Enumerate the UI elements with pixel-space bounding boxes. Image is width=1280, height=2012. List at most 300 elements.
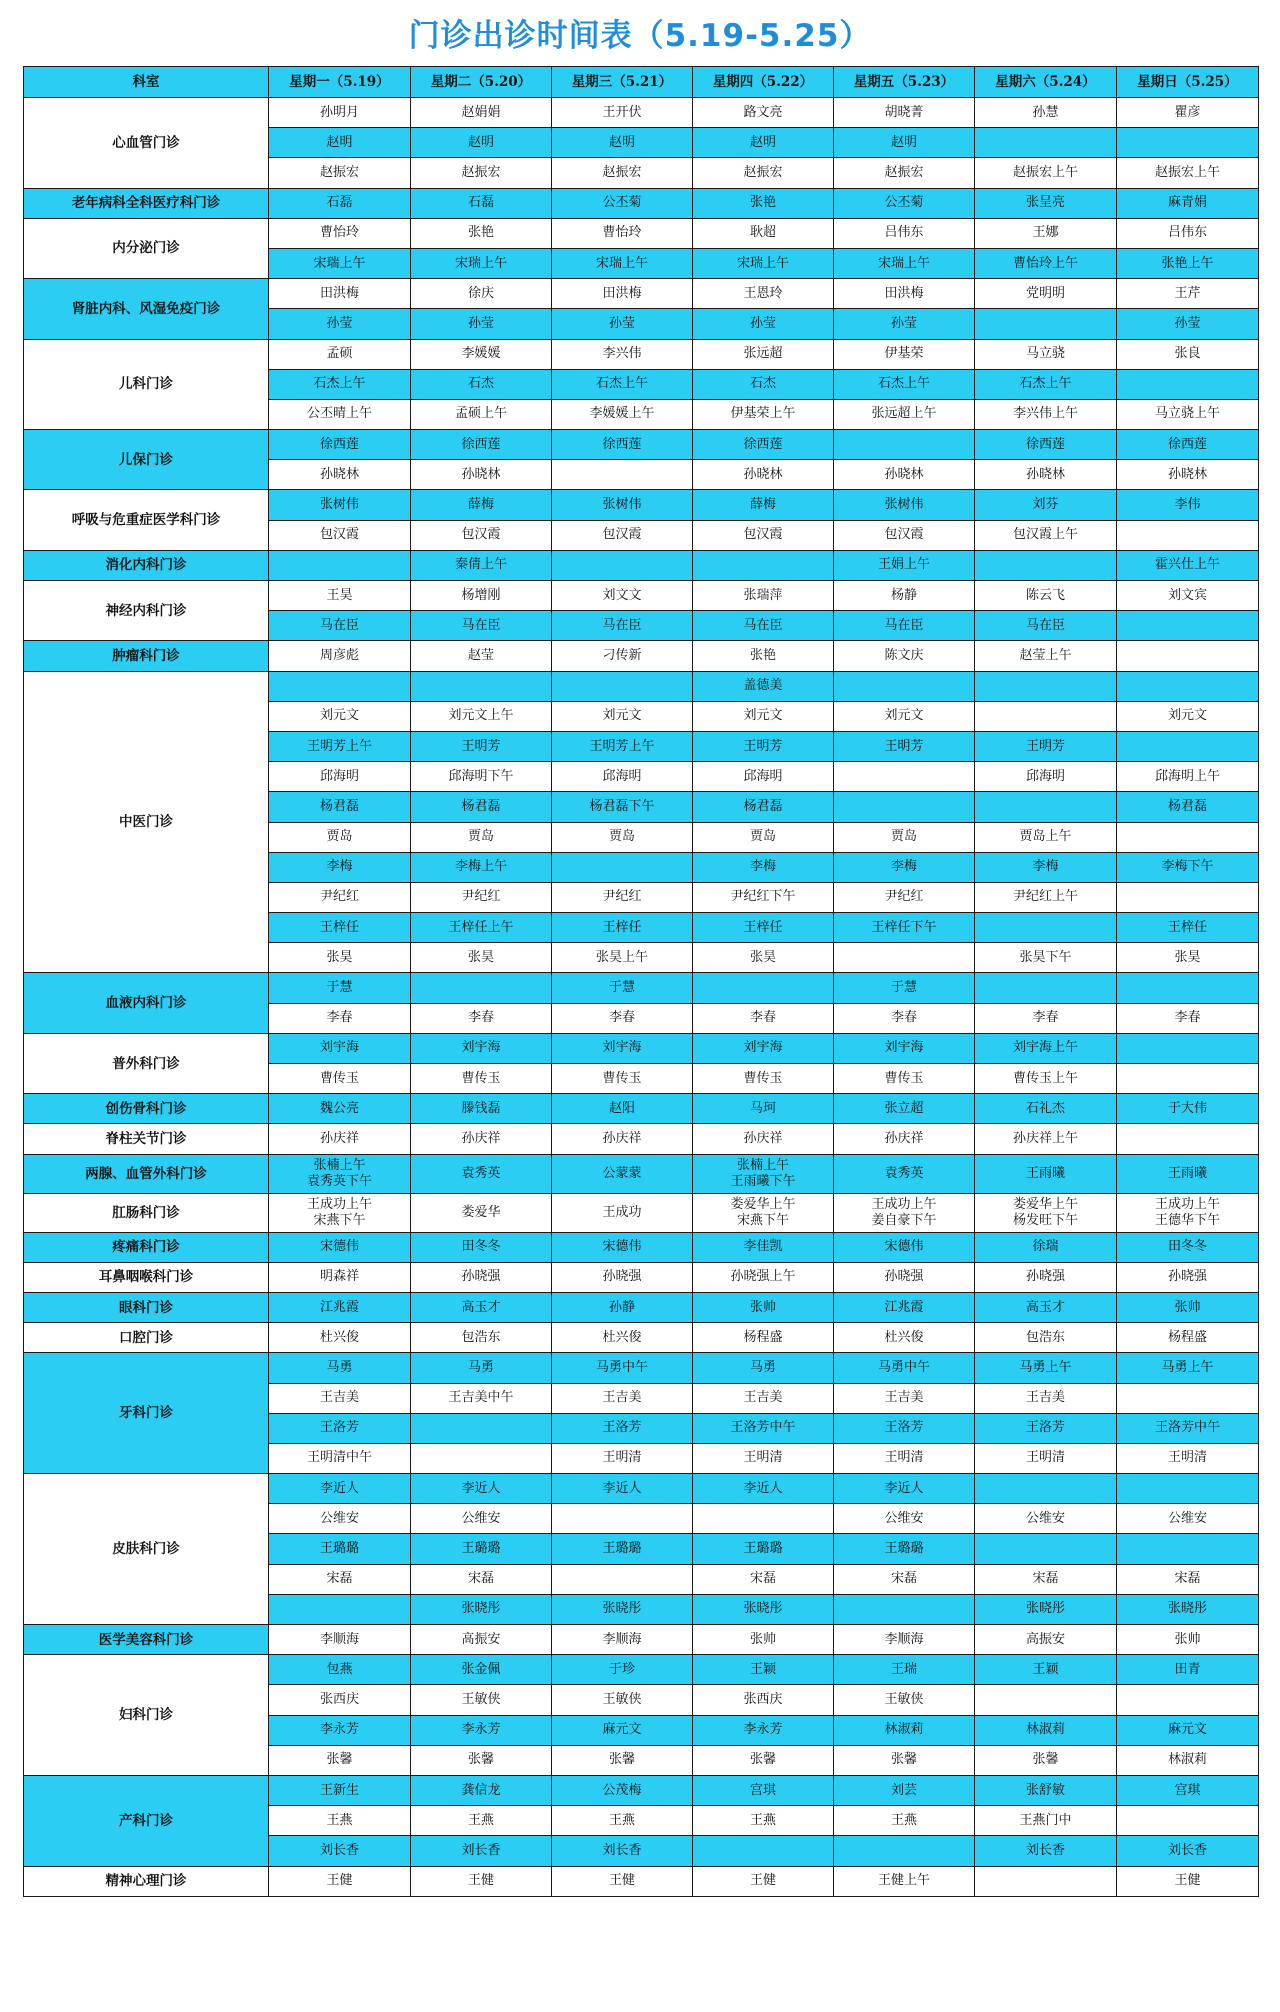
schedule-cell xyxy=(552,852,693,882)
schedule-cell: 贾岛上午 xyxy=(975,822,1117,852)
table-row xyxy=(24,1353,1259,1383)
schedule-cell: 石杰上午 xyxy=(834,369,975,399)
table-row xyxy=(24,641,1259,671)
schedule-cell: 张晓彤 xyxy=(975,1594,1117,1624)
schedule-cell: 包汉霞 xyxy=(552,520,693,550)
schedule-cell xyxy=(975,550,1117,580)
schedule-cell: 石杰上午 xyxy=(975,369,1117,399)
schedule-cell: 马在臣 xyxy=(693,611,834,641)
schedule-cell: 刘宇海 xyxy=(552,1033,693,1063)
schedule-cell xyxy=(1117,1124,1259,1154)
schedule-cell: 王璐璐 xyxy=(552,1534,693,1564)
schedule-cell: 王健上午 xyxy=(834,1866,975,1896)
schedule-cell-line: 袁秀英下午 xyxy=(306,1173,372,1189)
schedule-cell: 张金佩 xyxy=(411,1655,552,1685)
schedule-cell: 高玉才 xyxy=(411,1292,552,1322)
schedule-cell: 张树伟 xyxy=(834,490,975,520)
schedule-cell: 赵莹上午 xyxy=(975,641,1117,671)
schedule-cell: 李梅 xyxy=(834,852,975,882)
schedule-cell: 王明芳上午 xyxy=(552,731,693,761)
schedule-cell: 胡晓菁 xyxy=(834,98,975,128)
header-wed: 星期三（5.21） xyxy=(552,67,693,98)
schedule-cell xyxy=(693,1154,834,1193)
schedule-cell: 尹纪红 xyxy=(552,882,693,912)
schedule-cell: 孙庆祥 xyxy=(552,1124,693,1154)
schedule-cell: 田青 xyxy=(1117,1655,1259,1685)
schedule-cell: 刘元文 xyxy=(552,701,693,731)
schedule-cell: 杨君磊下午 xyxy=(552,792,693,822)
schedule-cell: 张馨 xyxy=(269,1745,411,1775)
schedule-cell: 赵振宏 xyxy=(411,158,552,188)
schedule-cell: 刘元文上午 xyxy=(411,701,552,731)
schedule-cell: 张艳 xyxy=(693,641,834,671)
schedule-cell: 邱海明 xyxy=(975,762,1117,792)
schedule-cell: 高振安 xyxy=(411,1625,552,1655)
schedule-cell: 高振安 xyxy=(975,1625,1117,1655)
schedule-cell xyxy=(269,671,411,701)
table-row xyxy=(24,1033,1259,1063)
schedule-cell: 石礼杰 xyxy=(975,1094,1117,1124)
schedule-cell: 赵振宏 xyxy=(269,158,411,188)
schedule-cell: 王吉美 xyxy=(552,1383,693,1413)
department-name: 牙科门诊 xyxy=(24,1353,269,1474)
schedule-cell: 张晓彤 xyxy=(693,1594,834,1624)
schedule-cell: 张馨 xyxy=(411,1745,552,1775)
schedule-cell: 包汉霞 xyxy=(834,520,975,550)
schedule-cell: 贾岛 xyxy=(411,822,552,852)
schedule-cell: 杜兴俊 xyxy=(552,1323,693,1353)
schedule-cell xyxy=(1117,369,1259,399)
schedule-cell: 包汉霞上午 xyxy=(975,520,1117,550)
schedule-cell-line: 宋燕下午 xyxy=(313,1212,366,1228)
schedule-cell-line: 王成功上午 xyxy=(306,1196,372,1212)
schedule-cell: 曹传玉 xyxy=(834,1064,975,1094)
table-row xyxy=(24,550,1259,580)
table-row xyxy=(24,1323,1259,1353)
schedule-cell xyxy=(975,1474,1117,1504)
schedule-cell: 贾岛 xyxy=(834,822,975,852)
schedule-cell: 王明芳 xyxy=(411,731,552,761)
schedule-cell: 王明清 xyxy=(1117,1443,1259,1473)
schedule-cell: 石杰 xyxy=(411,369,552,399)
schedule-cell: 张晓彤 xyxy=(411,1594,552,1624)
schedule-cell: 孙莹 xyxy=(834,309,975,339)
schedule-cell: 刘元文 xyxy=(693,701,834,731)
schedule-cell xyxy=(269,1193,411,1232)
schedule-cell: 李近人 xyxy=(269,1474,411,1504)
schedule-cell: 田冬冬 xyxy=(1117,1232,1259,1262)
table-row xyxy=(24,1866,1259,1896)
schedule-cell: 孙静 xyxy=(552,1292,693,1322)
schedule-cell: 张艳上午 xyxy=(1117,248,1259,278)
table-row xyxy=(24,1094,1259,1124)
schedule-cell: 马在臣 xyxy=(411,611,552,641)
schedule-cell: 尹纪红下午 xyxy=(693,882,834,912)
schedule-cell xyxy=(1117,520,1259,550)
schedule-cell: 孙晓强 xyxy=(834,1262,975,1292)
schedule-cell: 徐西莲 xyxy=(693,430,834,460)
schedule-cell xyxy=(975,1685,1117,1715)
schedule-cell xyxy=(834,1193,975,1232)
schedule-cell-line: 王雨曦下午 xyxy=(730,1173,796,1189)
schedule-cell: 王璐璐 xyxy=(834,1534,975,1564)
schedule-cell: 宋瑞上午 xyxy=(269,248,411,278)
schedule-cell: 张馨 xyxy=(975,1745,1117,1775)
schedule-cell: 马勇中午 xyxy=(834,1353,975,1383)
table-row xyxy=(24,1262,1259,1292)
department-name: 创伤骨科门诊 xyxy=(24,1094,269,1124)
department-name: 肿瘤科门诊 xyxy=(24,641,269,671)
table-row xyxy=(24,581,1259,611)
schedule-cell: 李兴伟上午 xyxy=(975,399,1117,429)
schedule-cell xyxy=(834,430,975,460)
schedule-cell: 李近人 xyxy=(693,1474,834,1504)
schedule-cell xyxy=(975,973,1117,1003)
schedule-cell: 王洛芳中午 xyxy=(1117,1413,1259,1443)
schedule-cell: 王吉美 xyxy=(269,1383,411,1413)
schedule-cell xyxy=(552,671,693,701)
table-row xyxy=(24,98,1259,128)
schedule-cell: 王吉美 xyxy=(693,1383,834,1413)
department-name: 神经内科门诊 xyxy=(24,581,269,641)
schedule-cell: 于慧 xyxy=(834,973,975,1003)
schedule-cell-line: 张楠上午 xyxy=(736,1157,789,1173)
schedule-cell: 王恩玲 xyxy=(693,279,834,309)
schedule-cell xyxy=(975,792,1117,822)
schedule-cell: 孙晓强 xyxy=(411,1262,552,1292)
schedule-cell: 尹纪红 xyxy=(411,882,552,912)
schedule-cell: 张帅 xyxy=(1117,1625,1259,1655)
schedule-cell: 秦倩上午 xyxy=(411,550,552,580)
table-row xyxy=(24,1193,1259,1232)
schedule-cell xyxy=(975,1193,1117,1232)
schedule-cell: 瞿彦 xyxy=(1117,98,1259,128)
schedule-cell: 马在臣 xyxy=(975,611,1117,641)
header-sun: 星期日（5.25） xyxy=(1117,67,1259,98)
schedule-cell: 王明清 xyxy=(552,1443,693,1473)
schedule-cell: 孙晓强 xyxy=(552,1262,693,1292)
schedule-cell: 杨君磊 xyxy=(411,792,552,822)
schedule-cell: 宋磊 xyxy=(411,1564,552,1594)
schedule-cell xyxy=(1117,882,1259,912)
schedule-cell: 张昊上午 xyxy=(552,943,693,973)
schedule-cell: 贾岛 xyxy=(693,822,834,852)
schedule-cell: 刘元文 xyxy=(834,701,975,731)
schedule-cell: 徐西莲 xyxy=(1117,430,1259,460)
schedule-cell: 张馨 xyxy=(552,1745,693,1775)
schedule-cell: 张昊 xyxy=(1117,943,1259,973)
department-name: 精神心理门诊 xyxy=(24,1866,269,1896)
schedule-cell: 包汉霞 xyxy=(411,520,552,550)
schedule-cell: 王璐璐 xyxy=(269,1534,411,1564)
schedule-cell: 杨君磊 xyxy=(269,792,411,822)
table-row xyxy=(24,339,1259,369)
schedule-cell xyxy=(834,792,975,822)
schedule-cell: 赵振宏 xyxy=(834,158,975,188)
schedule-cell: 王芹 xyxy=(1117,279,1259,309)
schedule-cell: 李近人 xyxy=(411,1474,552,1504)
schedule-cell: 王洛芳中午 xyxy=(693,1413,834,1443)
schedule-cell: 孙慧 xyxy=(975,98,1117,128)
schedule-cell: 周彦彪 xyxy=(269,641,411,671)
schedule-cell: 刘宇海 xyxy=(834,1033,975,1063)
schedule-cell: 刘宇海 xyxy=(269,1033,411,1063)
schedule-cell: 王瑞 xyxy=(834,1655,975,1685)
schedule-cell: 高玉才 xyxy=(975,1292,1117,1322)
schedule-cell: 张昊 xyxy=(269,943,411,973)
schedule-cell: 杨静 xyxy=(834,581,975,611)
schedule-cell: 宋磊 xyxy=(693,1564,834,1594)
schedule-cell: 石杰上午 xyxy=(269,369,411,399)
schedule-cell: 石杰 xyxy=(693,369,834,399)
schedule-cell: 田洪梅 xyxy=(834,279,975,309)
schedule-cell: 李顺海 xyxy=(552,1625,693,1655)
table-row xyxy=(24,1474,1259,1504)
schedule-cell: 孙晓强 xyxy=(975,1262,1117,1292)
schedule-cell: 宋磊 xyxy=(975,1564,1117,1594)
schedule-cell: 袁秀英 xyxy=(411,1154,552,1193)
schedule-cell: 宋瑞上午 xyxy=(834,248,975,278)
schedule-cell: 王梓任上午 xyxy=(411,913,552,943)
schedule-cell: 王颖 xyxy=(975,1655,1117,1685)
schedule-cell: 李春 xyxy=(552,1003,693,1033)
schedule-cell: 杨君磊 xyxy=(1117,792,1259,822)
schedule-cell: 马勇中午 xyxy=(552,1353,693,1383)
schedule-cell: 孙莹 xyxy=(1117,309,1259,339)
schedule-cell: 王燕 xyxy=(552,1806,693,1836)
schedule-cell: 孙庆祥 xyxy=(834,1124,975,1154)
schedule-cell: 马立骁 xyxy=(975,339,1117,369)
schedule-cell: 刘文文 xyxy=(552,581,693,611)
schedule-cell: 王洛芳 xyxy=(975,1413,1117,1443)
schedule-cell: 江兆霞 xyxy=(834,1292,975,1322)
table-row xyxy=(24,1232,1259,1262)
schedule-cell: 王明芳上午 xyxy=(269,731,411,761)
schedule-cell: 尹纪红上午 xyxy=(975,882,1117,912)
department-name: 妇科门诊 xyxy=(24,1655,269,1776)
schedule-cell: 公丕菊 xyxy=(834,188,975,218)
department-name: 医学美容科门诊 xyxy=(24,1625,269,1655)
schedule-cell: 马勇上午 xyxy=(1117,1353,1259,1383)
schedule-cell: 于慧 xyxy=(552,973,693,1003)
schedule-cell: 赵明 xyxy=(411,128,552,158)
schedule-cell: 包燕 xyxy=(269,1655,411,1685)
schedule-cell: 包浩东 xyxy=(975,1323,1117,1353)
department-name: 内分泌门诊 xyxy=(24,218,269,278)
schedule-cell: 杜兴俊 xyxy=(269,1323,411,1353)
department-name: 中医门诊 xyxy=(24,671,269,973)
schedule-cell: 徐西莲 xyxy=(411,430,552,460)
schedule-cell-line: 王成功上午 xyxy=(871,1196,937,1212)
schedule-cell: 公维安 xyxy=(411,1504,552,1534)
schedule-cell: 徐西莲 xyxy=(552,430,693,460)
schedule-cell xyxy=(1117,1806,1259,1836)
schedule-cell xyxy=(1117,1383,1259,1413)
schedule-cell xyxy=(411,973,552,1003)
schedule-cell: 邱海明 xyxy=(693,762,834,792)
schedule-cell: 张帅 xyxy=(693,1292,834,1322)
schedule-cell: 江兆霞 xyxy=(269,1292,411,1322)
schedule-cell: 邱海明上午 xyxy=(1117,762,1259,792)
schedule-cell: 包汉霞 xyxy=(269,520,411,550)
schedule-cell: 石杰上午 xyxy=(552,369,693,399)
schedule-cell: 王颖 xyxy=(693,1655,834,1685)
schedule-cell: 杨程盛 xyxy=(1117,1323,1259,1353)
schedule-cell: 曹传玉 xyxy=(269,1064,411,1094)
schedule-cell: 李春 xyxy=(269,1003,411,1033)
schedule-cell xyxy=(269,1594,411,1624)
schedule-cell: 曹怡玲 xyxy=(269,218,411,248)
schedule-cell: 张帅 xyxy=(693,1625,834,1655)
schedule-cell: 龚信龙 xyxy=(411,1775,552,1805)
schedule-cell-line: 娄爱华上午 xyxy=(730,1196,796,1212)
schedule-cell xyxy=(693,1836,834,1866)
schedule-cell: 宋磊 xyxy=(1117,1564,1259,1594)
schedule-cell xyxy=(411,671,552,701)
schedule-cell: 伊基荣 xyxy=(834,339,975,369)
schedule-cell: 徐瑞 xyxy=(975,1232,1117,1262)
schedule-cell: 张晓彤 xyxy=(1117,1594,1259,1624)
schedule-cell: 王璐璐 xyxy=(411,1534,552,1564)
schedule-cell: 孙晓林 xyxy=(975,460,1117,490)
schedule-cell: 刘宇海上午 xyxy=(975,1033,1117,1063)
table-row xyxy=(24,973,1259,1003)
department-name: 老年病科全科医疗科门诊 xyxy=(24,188,269,218)
schedule-cell-line: 王成功上午 xyxy=(1154,1196,1220,1212)
schedule-cell: 明森祥 xyxy=(269,1262,411,1292)
schedule-cell: 王燕 xyxy=(269,1806,411,1836)
department-name: 产科门诊 xyxy=(24,1775,269,1866)
schedule-cell: 于慧 xyxy=(269,973,411,1003)
schedule-cell: 孙庆祥 xyxy=(269,1124,411,1154)
table-row xyxy=(24,218,1259,248)
table-row xyxy=(24,1124,1259,1154)
schedule-cell: 李春 xyxy=(693,1003,834,1033)
department-name: 消化内科门诊 xyxy=(24,550,269,580)
schedule-cell: 王洛芳 xyxy=(834,1413,975,1443)
schedule-cell: 魏公亮 xyxy=(269,1094,411,1124)
schedule-cell xyxy=(411,1443,552,1473)
schedule-cell: 曹怡玲上午 xyxy=(975,248,1117,278)
schedule-cell: 杜兴俊 xyxy=(834,1323,975,1353)
schedule-cell xyxy=(834,762,975,792)
schedule-cell: 张昊下午 xyxy=(975,943,1117,973)
schedule-cell xyxy=(1117,1685,1259,1715)
header-tue: 星期二（5.20） xyxy=(411,67,552,98)
schedule-cell: 孟硕上午 xyxy=(411,399,552,429)
schedule-cell: 李媛媛上午 xyxy=(552,399,693,429)
schedule-cell: 杨程盛 xyxy=(693,1323,834,1353)
schedule-cell: 宋瑞上午 xyxy=(411,248,552,278)
schedule-cell: 王明清中午 xyxy=(269,1443,411,1473)
schedule-cell: 刘长香 xyxy=(975,1836,1117,1866)
schedule-cell: 马在臣 xyxy=(269,611,411,641)
schedule-cell: 王健 xyxy=(411,1866,552,1896)
schedule-cell: 王明清 xyxy=(975,1443,1117,1473)
schedule-cell: 李梅 xyxy=(975,852,1117,882)
header-thu: 星期四（5.22） xyxy=(693,67,834,98)
schedule-cell: 刁传新 xyxy=(552,641,693,671)
schedule-cell: 张树伟 xyxy=(269,490,411,520)
schedule-cell: 李兴伟 xyxy=(552,339,693,369)
schedule-cell: 公蒙蒙 xyxy=(552,1154,693,1193)
schedule-cell: 刘长香 xyxy=(269,1836,411,1866)
schedule-cell: 于珍 xyxy=(552,1655,693,1685)
schedule-cell: 路文亮 xyxy=(693,98,834,128)
schedule-cell: 李永芳 xyxy=(411,1715,552,1745)
schedule-cell xyxy=(1117,1534,1259,1564)
schedule-cell: 麻青娟 xyxy=(1117,188,1259,218)
schedule-cell: 王健 xyxy=(552,1866,693,1896)
schedule-cell: 薛梅 xyxy=(411,490,552,520)
schedule-cell: 吕伟东 xyxy=(1117,218,1259,248)
schedule-cell: 徐庆 xyxy=(411,279,552,309)
schedule-cell: 孙晓强 xyxy=(1117,1262,1259,1292)
schedule-cell: 王娜 xyxy=(975,218,1117,248)
schedule-cell: 党明明 xyxy=(975,279,1117,309)
schedule-cell: 王梓任 xyxy=(1117,913,1259,943)
schedule-cell: 邱海明 xyxy=(269,762,411,792)
schedule-cell: 张馨 xyxy=(693,1745,834,1775)
schedule-cell: 李伟 xyxy=(1117,490,1259,520)
schedule-cell xyxy=(411,1413,552,1443)
schedule-cell: 王梓任 xyxy=(269,913,411,943)
table-row xyxy=(24,490,1259,520)
schedule-cell xyxy=(693,973,834,1003)
table-row xyxy=(24,1292,1259,1322)
schedule-cell: 张西庆 xyxy=(693,1685,834,1715)
schedule-cell: 宋德伟 xyxy=(552,1232,693,1262)
schedule-cell: 刘芬 xyxy=(975,490,1117,520)
schedule-cell: 伊基荣上午 xyxy=(693,399,834,429)
schedule-cell: 王敏侠 xyxy=(834,1685,975,1715)
schedule-cell: 公维安 xyxy=(975,1504,1117,1534)
schedule-cell: 王明清 xyxy=(693,1443,834,1473)
schedule-cell xyxy=(1117,1193,1259,1232)
schedule-cell: 公维安 xyxy=(834,1504,975,1534)
schedule-cell: 包浩东 xyxy=(411,1323,552,1353)
schedule-cell: 宋瑞上午 xyxy=(552,248,693,278)
schedule-cell: 王娟上午 xyxy=(834,550,975,580)
schedule-cell: 王燕 xyxy=(834,1806,975,1836)
schedule-cell: 杨君磊 xyxy=(693,792,834,822)
schedule-cell: 杨增刚 xyxy=(411,581,552,611)
schedule-cell: 孙晓林 xyxy=(1117,460,1259,490)
department-name: 两腺、血管外科门诊 xyxy=(24,1154,269,1193)
department-name: 血液内科门诊 xyxy=(24,973,269,1033)
schedule-cell: 宫琪 xyxy=(693,1775,834,1805)
schedule-cell: 李梅 xyxy=(269,852,411,882)
schedule-cell: 贾岛 xyxy=(552,822,693,852)
schedule-cell: 公维安 xyxy=(269,1504,411,1534)
schedule-cell-line: 娄爱华上午 xyxy=(1012,1196,1078,1212)
schedule-cell: 于大伟 xyxy=(1117,1094,1259,1124)
department-name: 耳鼻咽喉科门诊 xyxy=(24,1262,269,1292)
schedule-cell: 林淑莉 xyxy=(975,1715,1117,1745)
schedule-cell: 宋磊 xyxy=(269,1564,411,1594)
schedule-cell xyxy=(1117,128,1259,158)
schedule-cell: 刘元文 xyxy=(269,701,411,731)
schedule-cell: 刘元文 xyxy=(1117,701,1259,731)
department-name: 肛肠科门诊 xyxy=(24,1193,269,1232)
schedule-cell: 赵明 xyxy=(269,128,411,158)
department-name: 心血管门诊 xyxy=(24,98,269,189)
schedule-cell: 陈云飞 xyxy=(975,581,1117,611)
header-dept: 科室 xyxy=(24,67,269,98)
department-name: 疼痛科门诊 xyxy=(24,1232,269,1262)
schedule-cell: 宋磊 xyxy=(834,1564,975,1594)
schedule-cell xyxy=(1117,731,1259,761)
